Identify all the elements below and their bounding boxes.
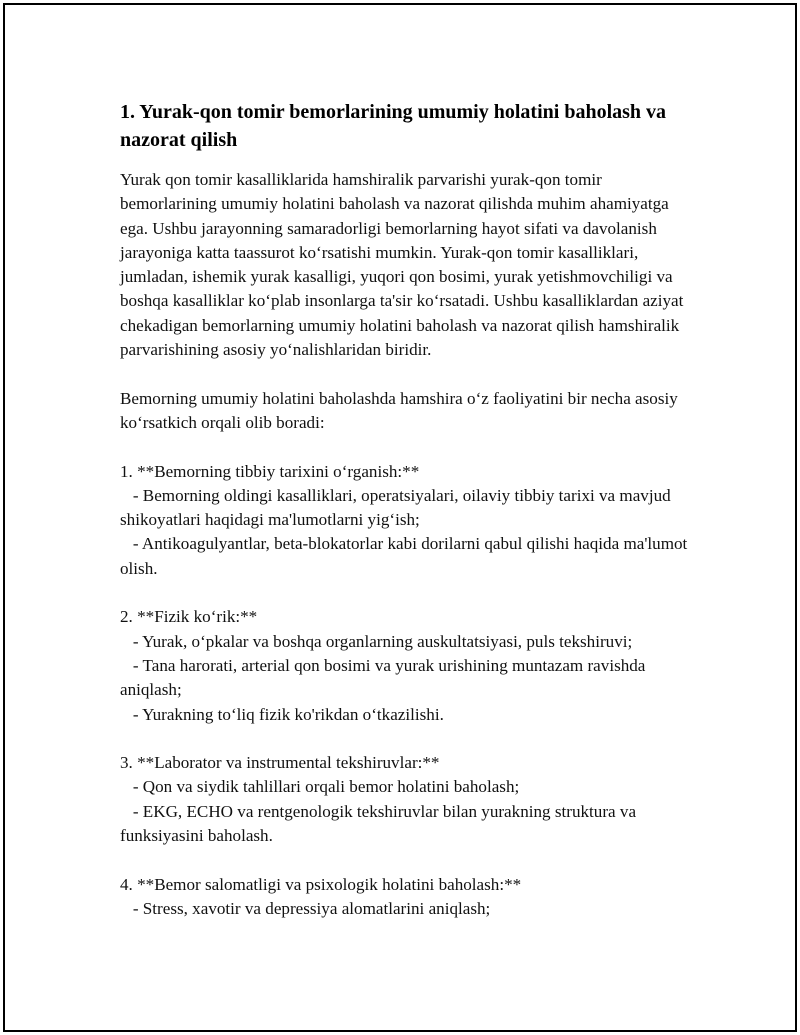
section-3-item: - EKG, ECHO va rentgenologik tekshiruvlar bilan yurakning struktura va funksiyasini baholash.: [120, 801, 641, 846]
section-4-item: - Stress, xavotir va depressiya alomatlarini aniqlash;: [120, 898, 491, 918]
section-1-item: - Bemorning oldingi kasalliklari, operatsiyalari, oilaviy tibbiy tarixi va mavjud shikoyatlari haqidagi ma'lumotlarni yig‘ish;: [120, 485, 675, 530]
intro-paragraph: Yurak qon tomir kasalliklarida hamshiralik parvarishi yurak-qon tomir bemorlarining umumiy holatini baholash va nazorat qilishda muhim ahamiyatga ega. Ushbu jarayonning samaradorligi bemorlarning hayot sifati va davolanish jarayoniga katta taassurot ko‘rsatishi mumkin. Yurak-qon tomir kasalliklari, jumladan, ishemik yurak kasalligi, yuqori qon bosimi, yurak yetishmovchiligi va boshqa kasalliklar ko‘plab insonlarga ta'sir ko‘rsatadi. Ushbu kasalliklardan aziyat chekadigan bemorlarning umumiy holatini baholash va nazorat qilish hamshiralik parvarishining asosiy yo‘nalishlaridan biridir.: [120, 170, 688, 360]
section-2-item: - Tana harorati, arterial qon bosimi va yurak urishining muntazam ravishda aniqlash;: [120, 655, 650, 700]
document-page: [3, 3, 797, 1032]
section-3-heading: 3. **Laborator va instrumental tekshiruvlar:**: [120, 753, 440, 773]
section-2-heading: 2. **Fizik ko‘rik:**: [120, 607, 258, 627]
section-3-item: - Qon va siydik tahlillari orqali bemor holatini baholash;: [120, 777, 520, 797]
lead-paragraph: Bemorning umumiy holatini baholashda hamshira o‘z faoliyatini bir necha asosiy ko‘rsatkich orqali olib boradi:: [120, 388, 683, 432]
section-1-heading: 1. **Bemorning tibbiy tarixini o‘rganish:**: [120, 461, 420, 481]
document-body: [120, 168, 695, 921]
section-1-item: - Antikoagulyantlar, beta-blokatorlar kabi dorilarni qabul qilishi haqida ma'lumot olish.: [120, 534, 692, 578]
section-2-item: - Yurakning to‘liq fizik ko'rikdan o‘tkazilishi.: [120, 704, 444, 724]
section-2-item: - Yurak, o‘pkalar va boshqa organlarning auskultatsiyasi, puls tekshiruvi;: [120, 631, 633, 651]
document-content: [120, 98, 695, 921]
document-title: 1. Yurak-qon tomir bemorlarining umumiy holatini baholash va nazorat qilish: [120, 101, 667, 151]
section-4-heading: 4. **Bemor salomatligi va psixologik holatini baholash:**: [120, 874, 522, 894]
